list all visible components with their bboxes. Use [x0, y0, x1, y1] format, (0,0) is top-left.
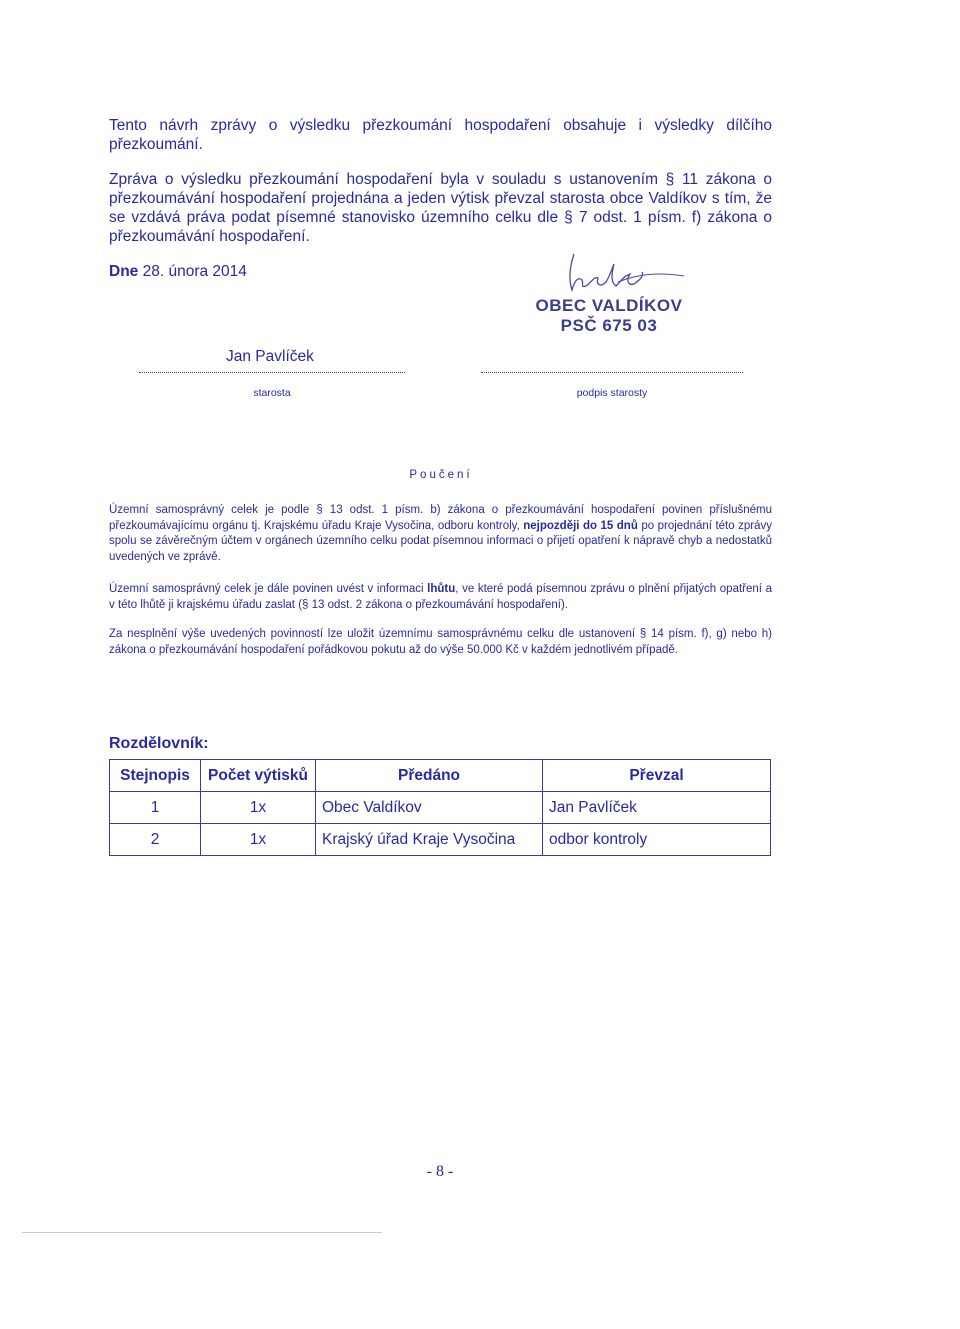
distribution-title: Rozdělovník:: [109, 735, 209, 752]
intro-paragraph: Tento návrh zprávy o výsledku přezkoumání hospodaření obsahuje i výsledky dílčího přezkoumání.: [109, 117, 772, 153]
stamp-postcode: PSČ 675 03: [560, 316, 658, 335]
date-line: [109, 263, 247, 281]
header-received: Převzal: [543, 760, 771, 792]
page-number: - 8 -: [426, 1163, 454, 1180]
header-delivered: Předáno: [316, 760, 543, 792]
signer-name: Jan Pavlíček: [226, 348, 314, 365]
notice-paragraph-3: Za nesplnění výše uvedených povinností lze uložit územnímu samosprávnému celku dle ustanovení § 14 písm. f), g) nebo h) zákona o přezkoumávání hospodaření pořádkovou pokutu až do výše 50.000 Kč v každém jednotlivém případě.: [109, 628, 772, 656]
cell-received: odbor kontroly: [543, 824, 771, 856]
cell-copy: 2: [110, 824, 201, 856]
table-row: [110, 792, 771, 824]
notice-paragraph-1: Územní samosprávný celek je podle § 13 odst. 1 písm. b) zákona o přezkoumávání hospodaření povinen příslušnému přezkoumávajícímu orgánu tj. Krajskému úřadu Kraje Vysočina, odboru kontroly, nejpozději do 15 dnů po projednání této zprávy spolu se závěrečným účtem v orgánech územního celku podat písemnou informaci o přijetí opatření k nápravě chyb a nedostatků uvedených ve zprávě.: [109, 504, 772, 563]
caption-mayor-signature: podpis starosty: [576, 387, 648, 399]
cell-received: Jan Pavlíček: [543, 792, 771, 824]
stamp-municipality: OBEC VALDÍKOV: [535, 296, 683, 315]
header-count: Počet výtisků: [201, 760, 316, 792]
report-paragraph: Zpráva o výsledku přezkoumání hospodaření byla v souladu s ustanovením § 11 zákona o přezkoumávání hospodaření projednána a jeden výtisk převzal starosta obce Valdíkov s tím, že se vzdává práva podat písemné stanovisko územního celku dle § 7 odst. 1 písm. f) zákona o přezkoumávání hospodaření.: [109, 171, 772, 245]
cell-copy: 1: [110, 792, 201, 824]
table-header-row: [110, 760, 771, 792]
date-label: Dne: [109, 263, 139, 280]
cell-count: 1x: [201, 792, 316, 824]
distribution-table: [109, 759, 771, 856]
cell-count: 1x: [201, 824, 316, 856]
cell-delivered: Krajský úřad Kraje Vysočina: [316, 824, 543, 856]
caption-mayor: starosta: [253, 387, 291, 399]
cell-delivered: Obec Valdíkov: [316, 792, 543, 824]
date-value: 28. února 2014: [138, 263, 247, 280]
header-copy: Stejnopis: [110, 760, 201, 792]
notice-paragraph-2: Územní samosprávný celek je dále povinen uvést v informaci lhůtu, ve které podá písemnou zprávu o plnění přijatých opatření a v této lhůtě ji krajskému úřadu zaslat (§ 13 odst. 2 zákona o přezkoumávání hospodaření).: [109, 583, 772, 611]
footer-rule: [22, 1232, 382, 1233]
official-stamp: [519, 296, 699, 336]
handwritten-signature: [548, 252, 688, 302]
table-row: [110, 824, 771, 856]
signature-line-right: [481, 372, 743, 373]
notice-heading: Poučení: [409, 469, 473, 481]
signature-line-left: [139, 372, 405, 373]
